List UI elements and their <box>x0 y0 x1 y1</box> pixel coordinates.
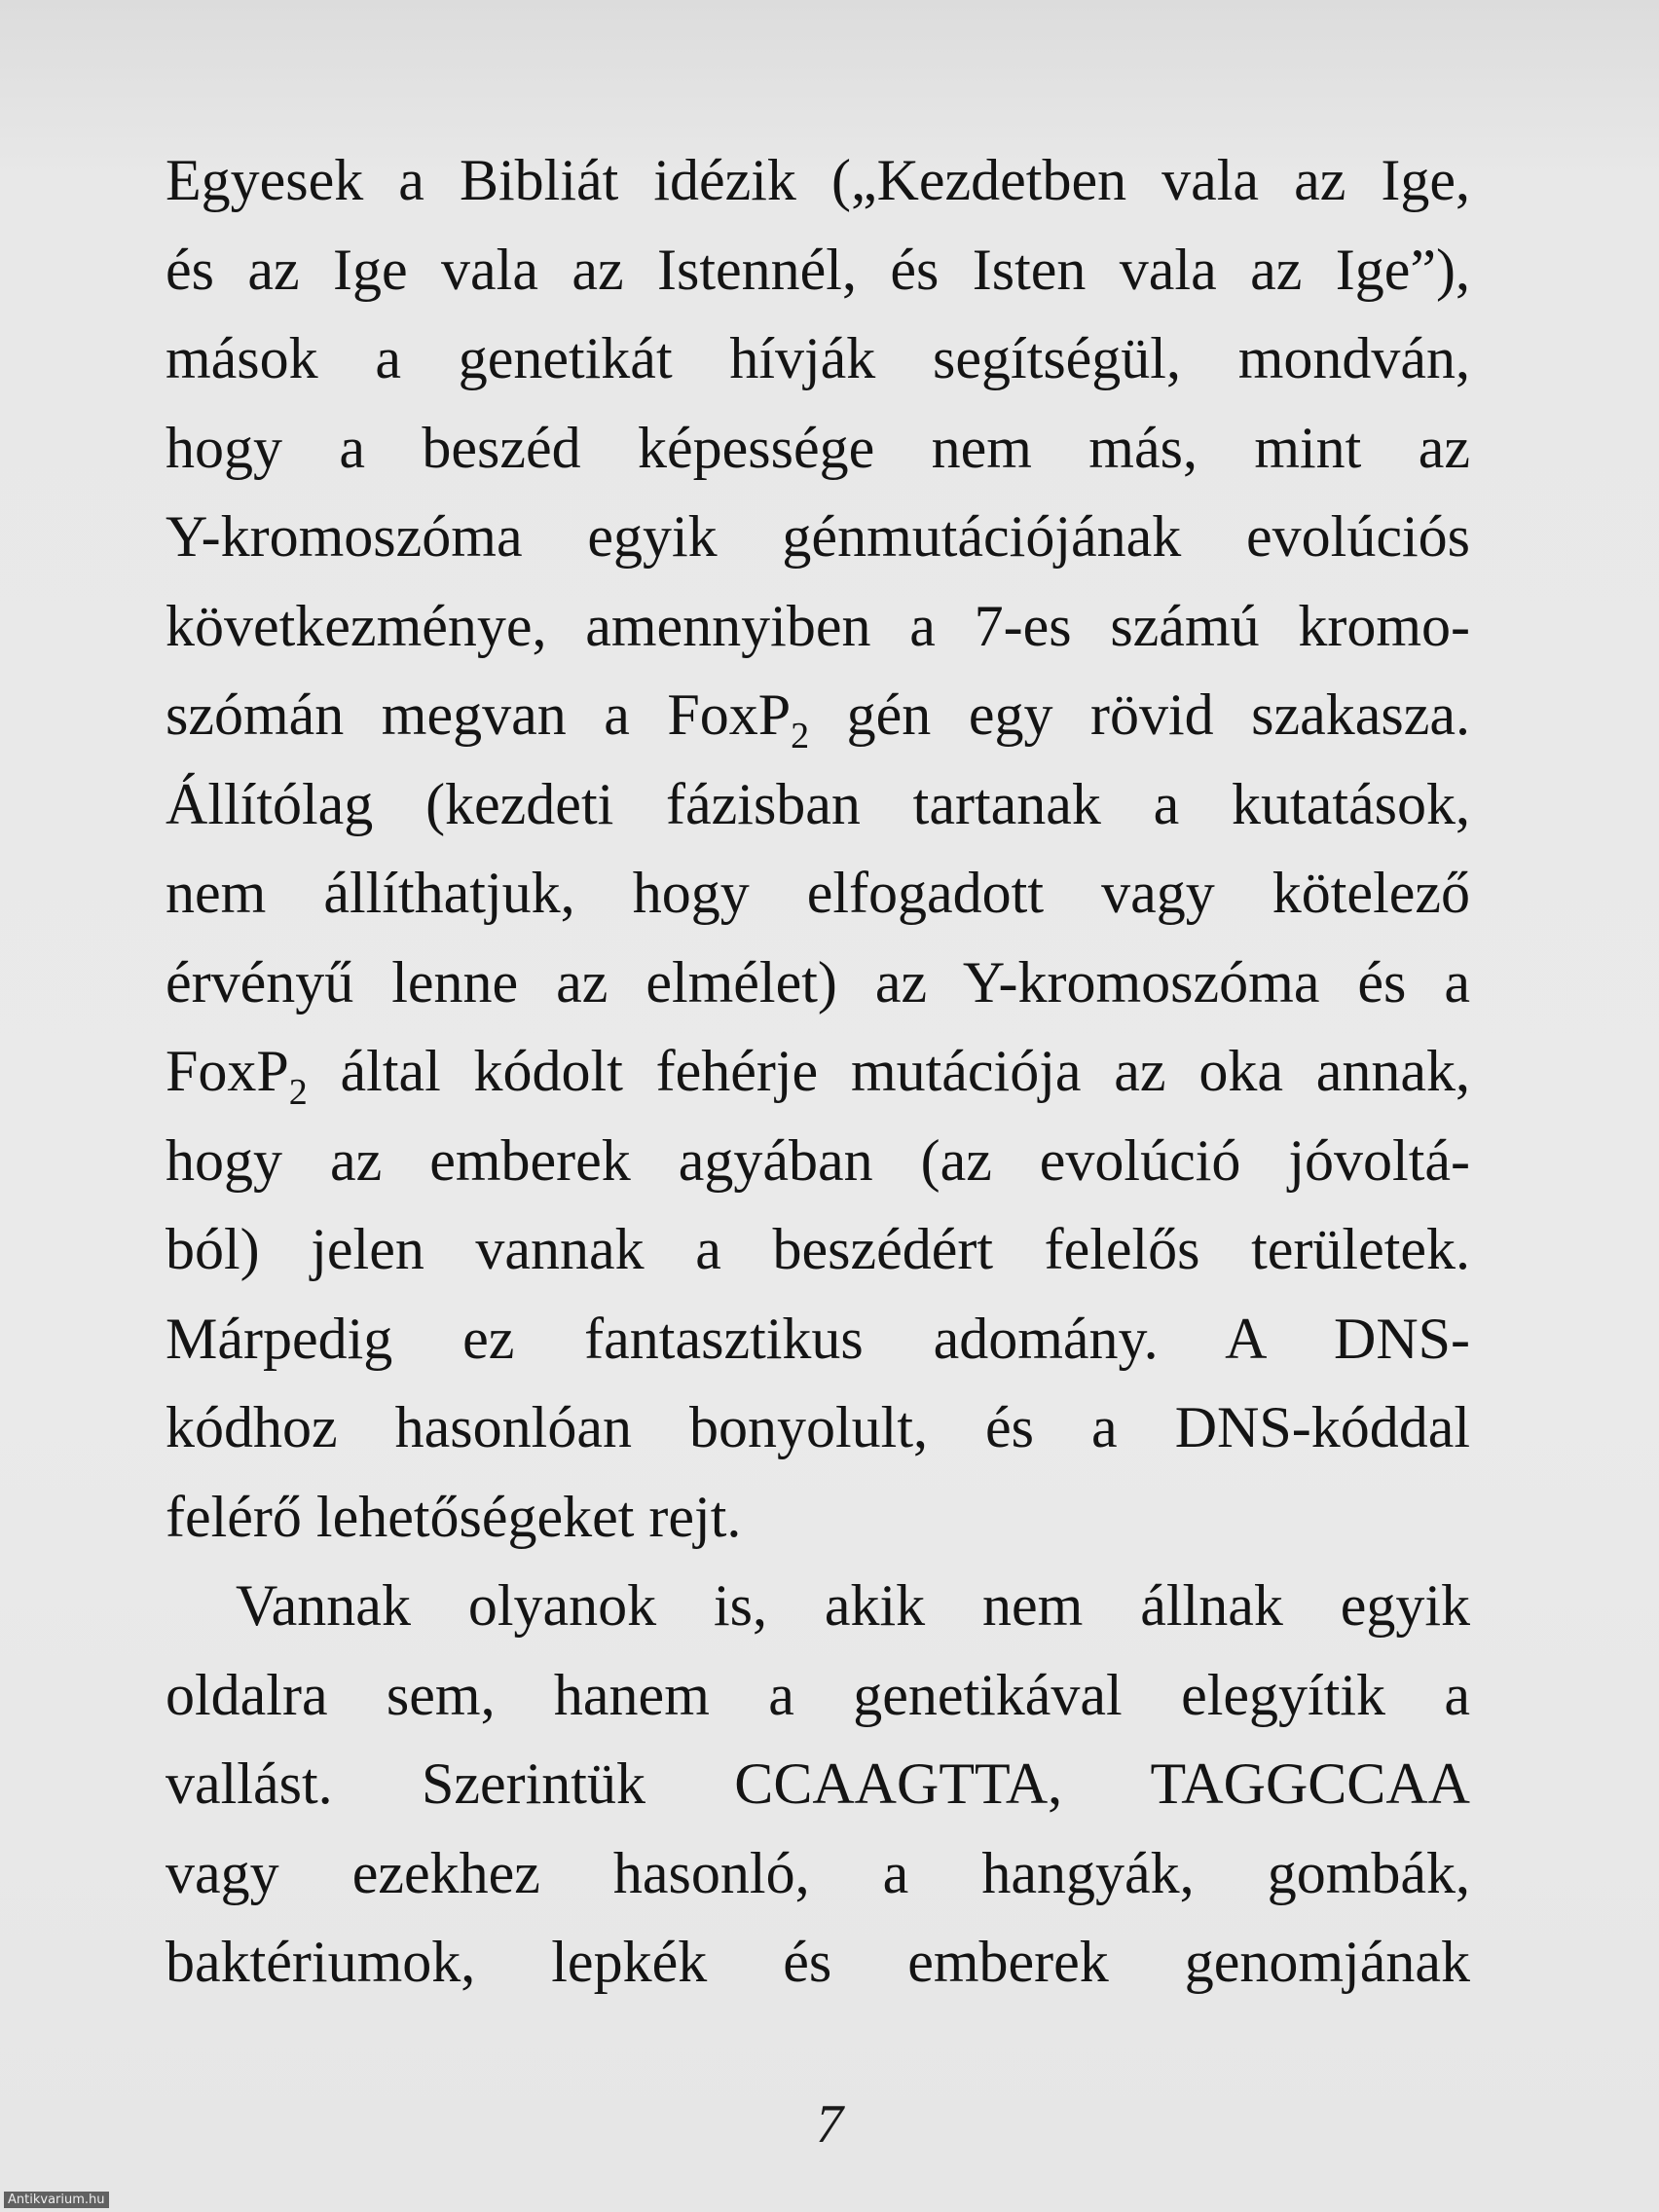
text-line: Márpedig ez fantasztikus adomány. A DNS- <box>166 1306 1470 1371</box>
text-line-with-subscript <box>166 1027 1470 1117</box>
text-line: és az Ige vala az Istennél, és Isten vala az Ige”), <box>166 237 1470 302</box>
paragraph-first-line: Vannak olyanok is, akik nem állnak egyik <box>236 1573 1470 1638</box>
text-line: baktériumok, lepkék és emberek genomjának <box>166 1930 1470 1994</box>
text-line: érvényű lenne az elmélet) az Y-kromoszóma és a <box>166 949 1470 1014</box>
text-segment: szómán megvan a FoxP <box>166 682 792 747</box>
text-line: hogy a beszéd képessége nem más, mint az <box>166 415 1470 480</box>
subscript: 2 <box>791 716 810 756</box>
text-line: vagy ezekhez hasonló, a hangyák, gombák, <box>166 1840 1470 1905</box>
text-segment: FoxP <box>166 1039 289 1103</box>
text-segment: által kódolt fehérje mutációja az oka annak, <box>307 1039 1470 1103</box>
paragraph-last-line: felérő lehetőségeket rejt. <box>166 1484 742 1549</box>
text-line: kódhoz hasonlóan bonyolult, és a DNS-kóddal <box>166 1395 1470 1459</box>
text-line: hogy az emberek agyában (az evolúció jóvoltá- <box>166 1127 1470 1193</box>
text-line: vallást. Szerintük CCAAGTTA, TAGGCCAA <box>166 1751 1470 1816</box>
text-line: ból) jelen vannak a beszédért felelős területek. <box>166 1217 1470 1281</box>
text-line: Egyesek a Bibliát idézik („Kezdetben vala az Ige, <box>166 148 1470 212</box>
text-line: mások a genetikát hívják segítségül, mondván, <box>166 326 1470 390</box>
text-line: Y-kromoszóma egyik génmutációjának evolúciós <box>166 504 1470 569</box>
text-line: Állítólag (kezdeti fázisban tartanak a kutatások, <box>166 771 1470 836</box>
text-line-with-subscript <box>166 671 1470 760</box>
body-text <box>166 136 1470 2008</box>
subscript: 2 <box>288 1072 308 1113</box>
watermark: Antikvarium.hu <box>4 2192 109 2208</box>
text-line: következménye, amennyiben a 7-es számú kromo- <box>166 593 1470 658</box>
text-line: oldalra sem, hanem a genetikával elegyítik a <box>166 1662 1470 1727</box>
text-line: nem állíthatjuk, hogy elfogadott vagy kötelező <box>166 861 1470 925</box>
page-number: 7 <box>816 2094 843 2155</box>
text-segment: gén egy rövid szakasza. <box>809 682 1471 747</box>
